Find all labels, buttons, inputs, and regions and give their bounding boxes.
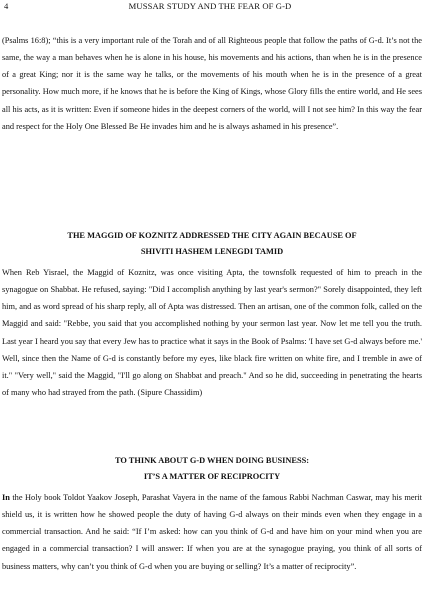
section-heading-maggid-koznitz [2, 228, 422, 259]
page-header [2, 0, 418, 12]
heading-line: THE MAGGID OF KOZNITZ ADDRESSED THE CITY AGAIN BECAUSE OF [67, 231, 357, 240]
heading-line: TO THINK ABOUT G-D WHEN DOING BUSINESS: [114, 456, 310, 465]
paragraph-psalms-quote: (Psalms 16:8); “this is a very important rule of the Torah and of all Righteous people that follow the paths of G-d. It’s not the same, the way a man behaves when he is alone in his house, his movements and his actions, than when he is in the presence of a great King; nor it is the same way he talks, or the movements of his mouth when he is in the presence of a great personality. How much more, if he knows that he is before the King of Kings, whose Glory fills the entire world, and He sees all his acts, as it is written: Even if someone hides in the deepest corners of the world, will I not see him? In this way the fear and respect for the Holy One Blessed Be He invades him and he is always ashamed in his presence”. [2, 36, 422, 131]
heading-line: IT’S A MATTER OF RECIPROCITY [143, 471, 281, 481]
page-number: 4 [4, 1, 9, 11]
heading-line: SHIVITI HASHEM LENEGDI TAMID [140, 246, 284, 256]
paragraph-body: the Holy book Toldot Yaakov Joseph, Parashat Vayera in the name of the famous Rabbi Nachman Caswar, may his merit shield us, it is written how he showed people the duty of having G-d always on their minds even when they engage in a commercial transaction. And he said: “If I’m asked: how can you think of G-d and have him on your mind when you are engaged in a commercial transaction? I will answer: If when you are at the synagogue praying, you think of all sorts of business matters, why can’t you think of G-d when you are buying or selling? It’s a matter of reciprocity”. [2, 493, 422, 571]
paragraph-reciprocity [2, 489, 422, 575]
paragraph-maggid-story: When Reb Yisrael, the Maggid of Koznitz, was once visiting Apta, the townsfolk requested of him to preach in the synagogue on Shabbat. He refused, saying: "Did I accomplish anything by last year's sermon?" Sorely disappointed, they left him, and as word spread of his sharp reply, all of Apta was distressed. Then an artisan, one of the common folk, called on the Maggid and said: "Rebbe, you said that you accomplished nothing by your sermon last year. Now let me tell you the truth. Last year I heard you say that every Jew has to practice what it says in the Book of Psalms: 'I have set G-d always before me.' Well, since then the Name of G-d is constantly before my eyes, like black fire written on white fire, and I tremble in awe of it." "Very well," said the Maggid, "I'll go along on Shabbat and preach." And so he did, succeeding in penetrating the hearts of many who had strayed from the path. (Sipure Chassidim) [2, 268, 422, 398]
section-heading-business [2, 453, 422, 484]
running-title: MUSSAR STUDY AND THE FEAR OF G-D [128, 1, 292, 11]
paragraph-lead-word: In [2, 493, 10, 502]
